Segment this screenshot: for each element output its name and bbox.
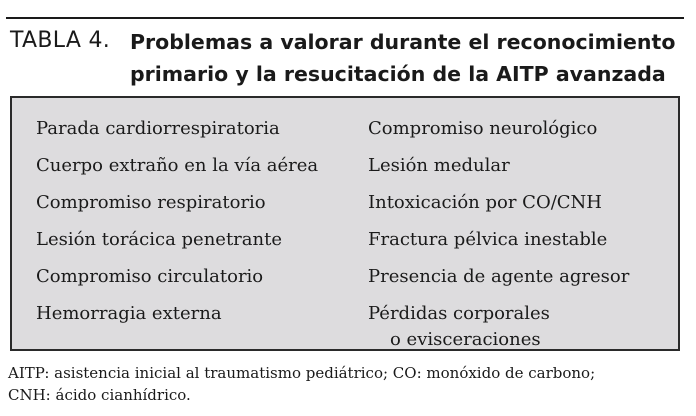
list-item: Parada cardiorrespiratoria bbox=[36, 118, 280, 139]
list-item-line-1: Pérdidas corporales bbox=[368, 303, 550, 324]
list-item bbox=[368, 295, 629, 353]
list-item: Presencia de agente agresor bbox=[368, 266, 630, 287]
list-item: Compromiso circulatorio bbox=[36, 266, 264, 287]
left-column bbox=[36, 110, 318, 332]
problems-table bbox=[10, 96, 680, 351]
table-header bbox=[10, 26, 684, 92]
list-item: Intoxicación por CO/CNH bbox=[368, 192, 602, 213]
list-item: Lesión medular bbox=[368, 155, 510, 176]
list-item-line-2: o evisceraciones bbox=[390, 329, 541, 350]
top-rule bbox=[6, 17, 684, 19]
list-item: Compromiso respiratorio bbox=[36, 192, 266, 213]
list-item: Lesión torácica penetrante bbox=[36, 229, 282, 250]
right-column bbox=[368, 110, 629, 353]
list-item: Hemorragia externa bbox=[36, 303, 222, 324]
table-label: TABLA 4. bbox=[10, 28, 111, 53]
footnote bbox=[8, 362, 692, 406]
list-item: Compromiso neurológico bbox=[368, 118, 598, 139]
list-item: Cuerpo extraño en la vía aérea bbox=[36, 155, 319, 176]
table-title-line-2: primario y la resucitación de la AITP avanzada bbox=[130, 62, 666, 86]
footnote-line-2: CNH: ácido cianhídrico. bbox=[8, 386, 191, 404]
table-title bbox=[130, 26, 686, 90]
list-item: Fractura pélvica inestable bbox=[368, 229, 608, 250]
footnote-line-1: AITP: asistencia inicial al traumatismo pediátrico; CO: monóxido de carbono; bbox=[8, 364, 596, 382]
table-title-line-1: Problemas a valorar durante el reconocimiento bbox=[130, 30, 676, 54]
